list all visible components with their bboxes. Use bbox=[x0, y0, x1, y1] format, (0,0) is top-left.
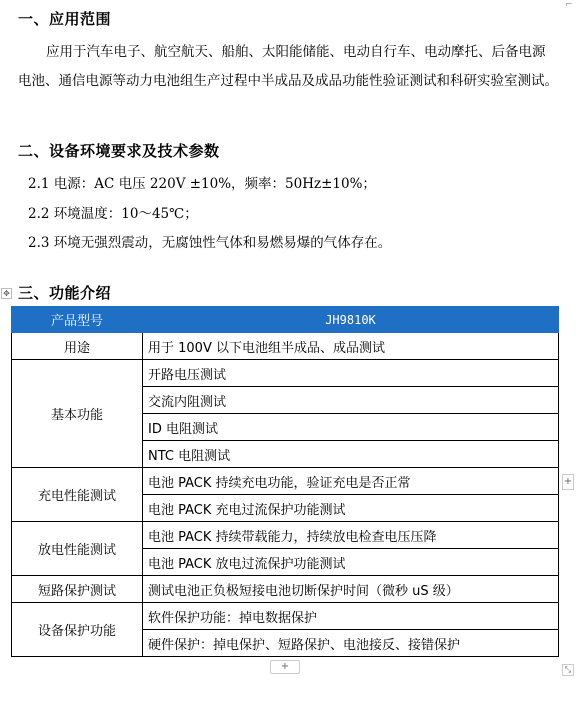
device-protection-item: 硬件保护：掉电保护、短路保护、电池接反、接错保护 bbox=[143, 630, 559, 657]
discharge-test-label: 放电性能测试 bbox=[12, 522, 143, 576]
spec-temperature: 2.2 环境温度：10～45℃； bbox=[28, 206, 198, 222]
margin-corner-mark: ⌐ bbox=[565, 0, 573, 10]
table-row bbox=[12, 522, 559, 549]
basic-function-item: NTC 电阻测试 bbox=[143, 441, 559, 468]
spec-power: 2.1 电源：AC 电压 220V ±10%，频率：50Hz±10%； bbox=[28, 176, 376, 192]
discharge-test-item: 电池 PACK 持续带载能力，持续放电检查电压压降 bbox=[143, 522, 559, 549]
basic-function-item: 交流内阻测试 bbox=[143, 387, 559, 414]
basic-function-item: ID 电阻测试 bbox=[143, 414, 559, 441]
scope-paragraph: 应用于汽车电子、航空航天、船舶、太阳能储能、电动自行车、电动摩托、后备电源电池、通信电源等动力电池组生产过程中半成品及成品功能性验证测试和科研实验室测试。 bbox=[18, 44, 558, 89]
function-table bbox=[11, 306, 559, 657]
model-label: 产品型号 bbox=[12, 307, 143, 333]
section-heading-scope: 一、应用范围 bbox=[18, 10, 112, 28]
table-move-icon[interactable]: ✥ bbox=[1, 288, 12, 299]
basic-function-item: 开路电压测试 bbox=[143, 360, 559, 387]
usage-value: 用于 100V 以下电池组半成品、成品测试 bbox=[143, 333, 559, 360]
charge-test-item: 电池 PACK 充电过流保护功能测试 bbox=[143, 495, 559, 522]
add-column-plus-icon[interactable]: + bbox=[562, 474, 574, 490]
table-resize-icon[interactable]: ⤡ bbox=[562, 664, 574, 676]
device-protection-item: 软件保护功能：掉电数据保护 bbox=[143, 603, 559, 630]
model-value: JH9810K bbox=[143, 307, 559, 333]
charge-test-item: 电池 PACK 持续充电功能，验证充电是否正常 bbox=[143, 468, 559, 495]
short-circuit-value: 测试电池正负极短接电池切断保护时间（微秒 uS 级） bbox=[143, 576, 559, 603]
basic-function-label: 基本功能 bbox=[12, 360, 143, 468]
charge-test-label: 充电性能测试 bbox=[12, 468, 143, 522]
table-row bbox=[12, 468, 559, 495]
table-row bbox=[12, 333, 559, 360]
add-row-plus-icon[interactable]: + bbox=[270, 660, 300, 674]
discharge-test-item: 电池 PACK 放电过流保护功能测试 bbox=[143, 549, 559, 576]
device-protection-label: 设备保护功能 bbox=[12, 603, 143, 657]
usage-label: 用途 bbox=[12, 333, 143, 360]
short-circuit-label: 短路保护测试 bbox=[12, 576, 143, 603]
table-row bbox=[12, 603, 559, 630]
spec-vibration: 2.3 环境无强烈震动，无腐蚀性气体和易燃易爆的气体存在。 bbox=[28, 235, 392, 251]
table-header-row bbox=[12, 307, 559, 333]
table-row bbox=[12, 576, 559, 603]
table-row bbox=[12, 360, 559, 387]
section-heading-environment: 二、设备环境要求及技术参数 bbox=[18, 142, 220, 160]
section-heading-functions: 三、功能介绍 bbox=[18, 284, 112, 302]
